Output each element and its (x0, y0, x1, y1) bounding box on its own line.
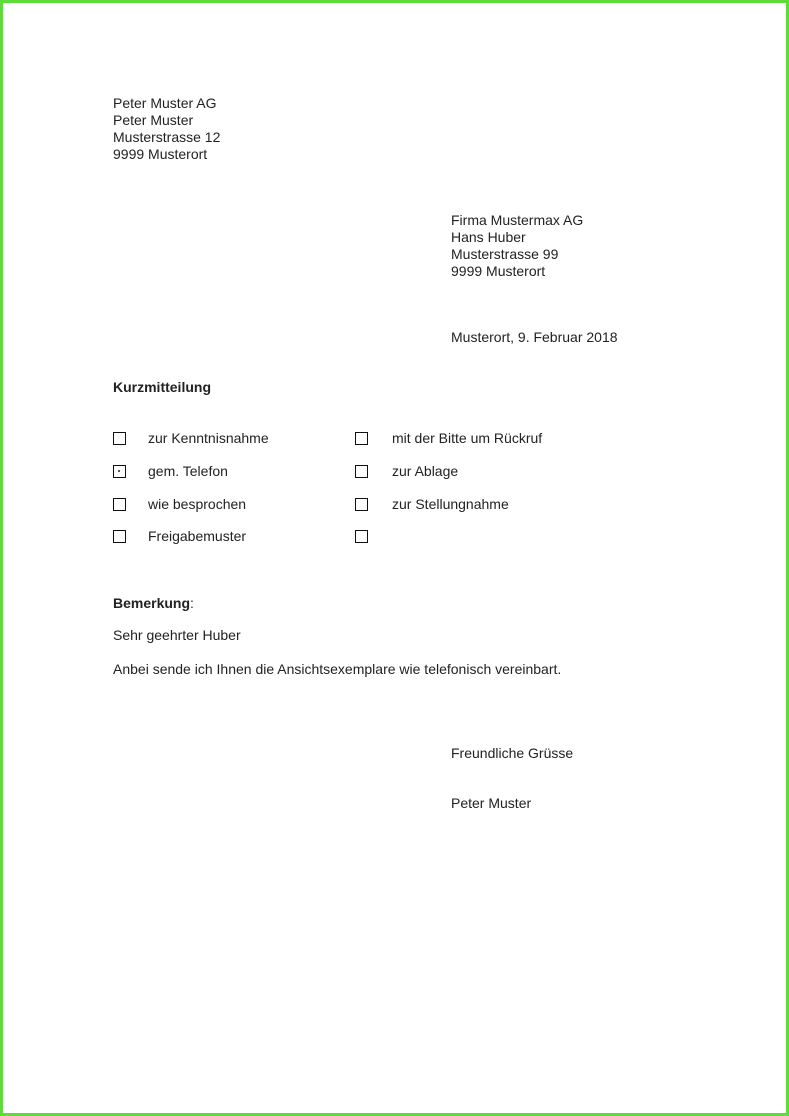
checkbox-empty[interactable] (355, 530, 368, 543)
checkbox-label: Freigabemuster (148, 528, 247, 544)
recipient-address (451, 212, 583, 280)
checkbox-kenntnisnahme[interactable] (113, 432, 126, 445)
remarks-heading (113, 595, 194, 611)
checkbox-label: gem. Telefon (148, 463, 228, 479)
recipient-company: Firma Mustermax AG (451, 212, 584, 228)
recipient-street: Musterstrasse 99 (451, 246, 559, 262)
checkbox-label: zur Stellungnahme (392, 496, 509, 512)
salutation: Sehr geehrter Huber (113, 627, 241, 643)
sender-address (113, 95, 220, 163)
sender-street: Musterstrasse 12 (113, 129, 221, 145)
signature: Peter Muster (451, 795, 532, 811)
sender-company: Peter Muster AG (113, 95, 217, 111)
checkbox-label: wie besprochen (148, 496, 247, 512)
checkbox-wie-besprochen[interactable] (113, 498, 126, 511)
checkbox-ablage[interactable] (355, 465, 368, 478)
sender-city: 9999 Musterort (113, 146, 208, 162)
checkbox-gem-telefon[interactable] (113, 465, 126, 478)
recipient-name: Hans Huber (451, 229, 526, 245)
checkbox-freigabemuster[interactable] (113, 530, 126, 543)
checkbox-label: zur Kenntnisnahme (148, 430, 269, 446)
checkbox-label: mit der Bitte um Rückruf (392, 430, 543, 446)
checkbox-label: zur Ablage (392, 463, 459, 479)
remarks-colon: : (190, 595, 194, 611)
recipient-city: 9999 Musterort (451, 263, 546, 279)
closing-greeting: Freundliche Grüsse (451, 745, 574, 761)
sender-name: Peter Muster (113, 112, 194, 128)
document-title: Kurzmitteilung (113, 379, 211, 395)
date-line: Musterort, 9. Februar 2018 (451, 329, 618, 345)
remarks-heading-text: Bemerkung (113, 595, 191, 611)
checkbox-rueckruf[interactable] (355, 432, 368, 445)
body-text: Anbei sende ich Ihnen die Ansichtsexemplare wie telefonisch vereinbart. (113, 661, 562, 677)
checkbox-stellungnahme[interactable] (355, 498, 368, 511)
